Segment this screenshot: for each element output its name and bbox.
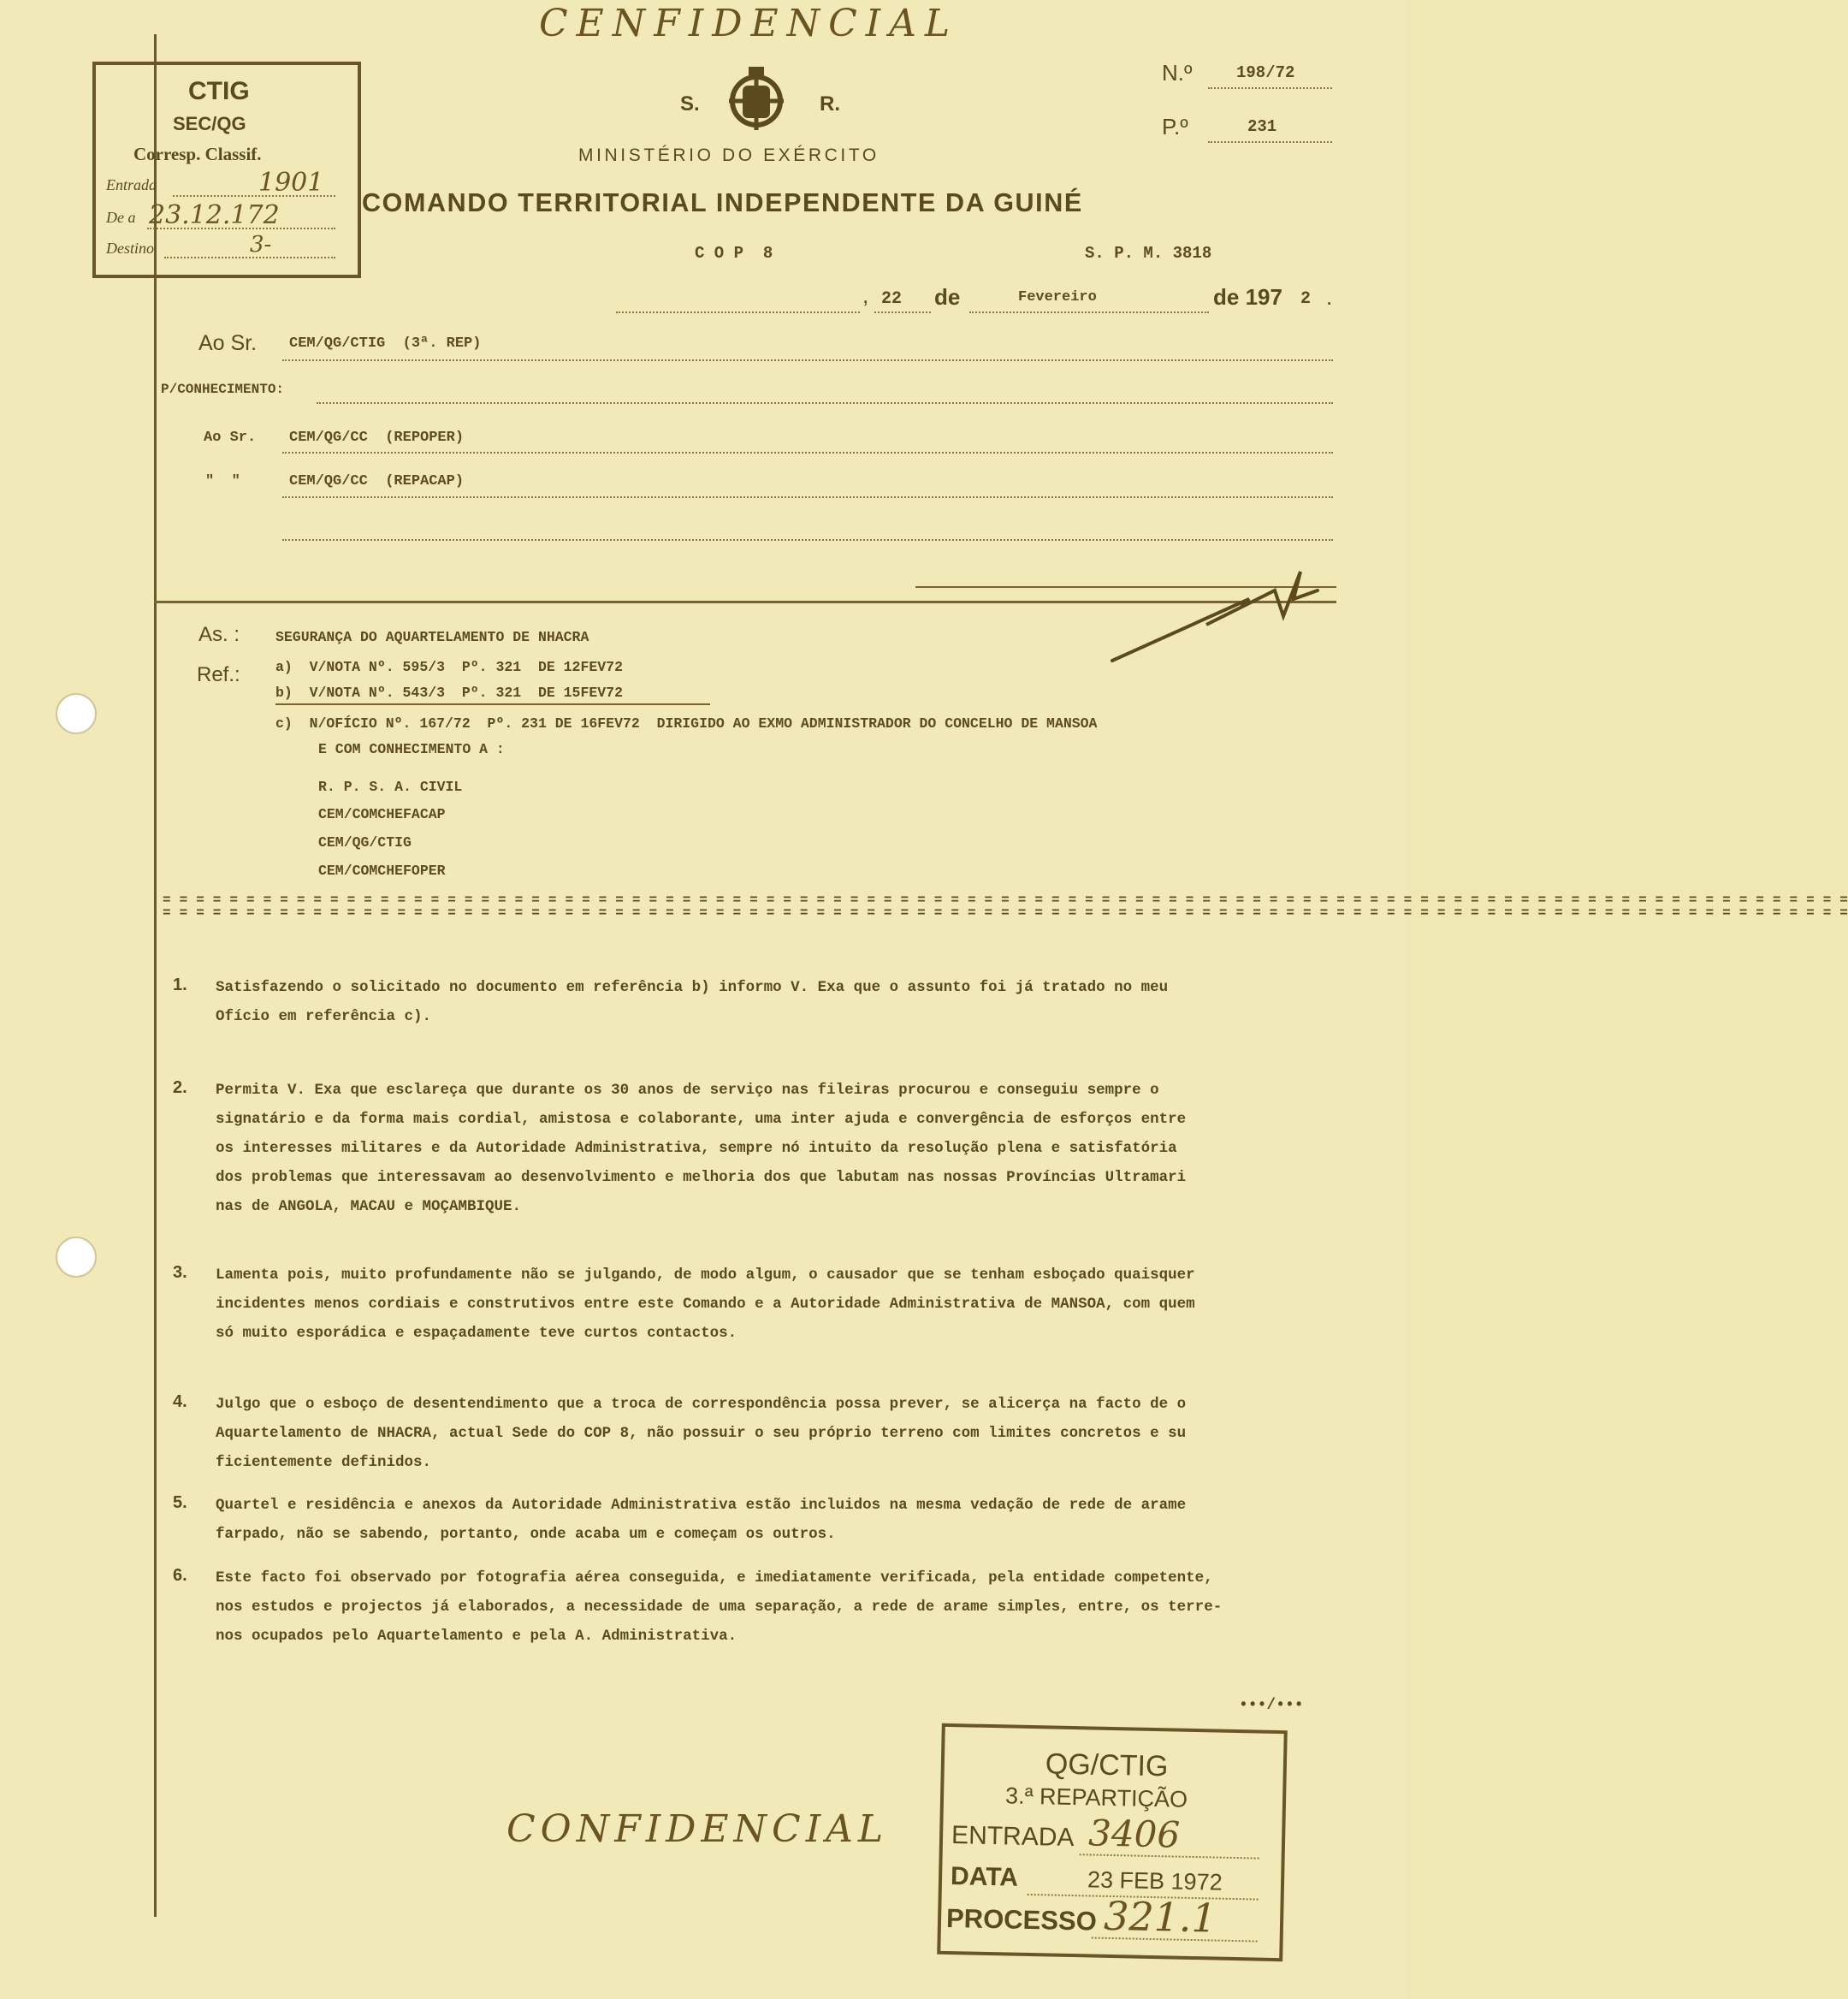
paragraph-text: Satisfazendo o solicitado no documento em referência b) informo V. Exa que o assunto foi já tratado no meu Ofício em referência c). [216,979,1169,1025]
stamp-entrada-label: Entrada [106,176,157,193]
right-stamp [937,1723,1288,1961]
cc2-value: CEM/QG/CC (REPACAP) [289,473,465,489]
date-month: Fevereiro [1018,289,1097,305]
stamp-ctig: CTIG [188,77,250,105]
paragraph-number: 6. [173,1566,187,1585]
classification-bottom: CONFIDENCIAL [506,1807,889,1851]
stamp-processo-value: 321.1 [1103,1892,1217,1942]
binder-hole-bottom [56,1237,97,1278]
margin-line [154,34,157,1917]
paragraph-text: Lamenta pois, muito profundamente não se julgando, de modo algum, o causador que se tenham esboçado quaisquer incidentes menos cordiais e construtivos entre este Comando e a Autoridade Administrativa de MANSOA, com quem só muito esporádica e espaçadamente teve curtos contactos. [216,1266,1195,1342]
conhecimento-line [317,400,1333,404]
date-comma: , [862,282,869,308]
left-stamp [92,62,361,278]
ao-sr-label: Ao Sr. [198,331,258,355]
stamp-entrada-value: 1901 [258,168,324,198]
date-year-digit: 2 [1300,289,1312,309]
reference-b-underline [275,703,710,705]
number-value: 198/72 [1236,63,1295,82]
date-line-pre [616,310,860,313]
process-value: 231 [1247,117,1277,136]
cc1-line [282,450,1333,454]
unit-name: C O P 8 [695,244,773,263]
cc-list-item: CEM/COMCHEFACAP [318,806,446,822]
conhecimento-label: P/CONHECIMENTO: [161,382,285,397]
paragraph-number: 1. [173,976,187,994]
reference-c-cc: E COM CONHECIMENTO A : [318,741,505,757]
stamp-data-value: 23.12.172 [149,200,280,230]
reference-b: b) V/NOTA Nº. 543/3 Pº. 321 DE 15FEV72 [275,685,623,701]
cc-list-item: CEM/COMCHEFOPER [318,863,446,879]
stamp-corresp: Corresp. Classif. [133,144,262,164]
continued-marker: •••/••• [1239,1697,1304,1714]
spm-number: S. P. M. 3818 [1085,244,1212,263]
process-label: P.º [1162,114,1188,139]
paragraph-text: Quartel e residência e anexos da Autoridade Administrativa estão incluidos na mesma vedação de rede de arame farpado, não se sabendo, portanto, onde acaba um e começam os outros. [216,1497,1187,1543]
reference-a: a) V/NOTA Nº. 595/3 Pº. 321 DE 12FEV72 [275,659,623,675]
cc-list-item: R. P. S. A. CIVIL [318,779,463,795]
date-line-day [874,310,931,313]
date-de-1: de [934,284,961,310]
cc3-line [282,537,1333,541]
date-day: 22 [881,289,903,309]
stamp-qgctig: QG/CTIG [1045,1747,1169,1783]
reference-c: c) N/OFÍCIO Nº. 167/72 Pº. 231 DE 16FEV72 DIRIGIDO AO EXMO ADMINISTRADOR DO CONCELHO DE MANSOA [275,715,1098,732]
cc2-label: " " [205,473,240,489]
stamp-destino-label: Destino [106,240,154,257]
number-line [1208,86,1332,89]
paragraph-text: Este facto foi observado por fotografia aérea conseguida, e imediatamente verificada, pela entidade competente, nos estudos e projectos já elaborados, a necessidade de uma separação, a rede de arame simples, entre, os terre- nos ocupados pelo Aquartelamento e pela A. Administrativa. [216,1569,1223,1645]
stamp-entrada-label: ENTRADA [951,1821,1075,1853]
header-s: S. [680,92,700,116]
stamp-destino-value: 3- [250,232,272,258]
date-end: . [1326,284,1333,310]
cc1-value: CEM/QG/CC (REPOPER) [289,430,465,446]
paragraph-number: 3. [173,1263,187,1282]
cc2-line [282,495,1333,498]
ao-sr-line [282,358,1333,361]
reference-label: Ref.: [197,663,240,686]
stamp-reparticao: 3.ª REPARTIÇÃO [1004,1782,1188,1812]
stamp-data-label: DATA [950,1862,1019,1892]
paragraph-text: Julgo que o esboço de desentendimento que a troca de correspondência possa prever, se alicerça na facto de o Aquartelamento de NHACRA, actual Sede do COP 8, não possuir o seu próprio terreno com limites concretos e su ficientemente definidos. [216,1396,1187,1471]
ao-sr-value: CEM/QG/CTIG (3ª. REP) [289,335,482,352]
paragraph-number: 4. [173,1392,187,1411]
separator-row: = = = = = = = = = = = = = = = = = = = = = = = = = = = = = = = = = = = = = = = = = = = = = = = = = = = = = = = = = = = = = = = = = = = = = = = = = = = = = = = = = = = = = = = = = = = = = = = = = = = = = [163,905,1848,921]
ministry-title: MINISTÉRIO DO EXÉRCITO [578,145,880,165]
stamp-data-value: 23 FEB 1972 [1087,1866,1223,1895]
stamp-entrada-value: 3406 [1087,1812,1181,1856]
signature-scribble [1104,565,1326,667]
binder-hole-top [56,693,97,734]
command-title: COMANDO TERRITORIAL INDEPENDENTE DA GUINÉ [362,188,1083,217]
stamp-data-label: De a [106,209,136,226]
stamp-processo-label: PROCESSO [945,1902,1098,1937]
header-r: R. [820,92,840,116]
cc1-label: Ao Sr. [204,430,257,446]
paragraph-number: 2. [173,1078,187,1097]
paragraph-number: 5. [173,1493,187,1512]
date-de-2: de 197 [1213,284,1282,310]
classification-top: CENFIDENCIAL [539,2,959,45]
coat-of-arms-icon [726,67,787,135]
number-label: N.º [1162,60,1193,86]
subject-label: As. : [198,623,240,646]
process-line [1208,139,1332,143]
subject-value: SEGURANÇA DO AQUARTELAMENTO DE NHACRA [275,629,589,645]
stamp-secqg: SEC/QG [173,113,246,134]
separator-row: = = = = = = = = = = = = = = = = = = = = = = = = = = = = = = = = = = = = = = = = = = = = = = = = = = = = = = = = = = = = = = = = = = = = = = = = = = = = = = = = = = = = = = = = = = = = = = = = = = = = = [163,893,1848,908]
cc-list-item: CEM/QG/CTIG [318,834,412,851]
paragraph-text: Permita V. Exa que esclareça que durante os 30 anos de serviço nas fileiras procurou e conseguiu sempre o signatário e da forma mais cordial, amistosa e colaborante, uma inter ajuda e convergência de esforços entre os interesses militares e da Autoridade Administrativa, sempre nó intuito da resolução plena e satisfatória dos problemas que interessavam ao desenvolvimento e melhoria dos que labutam nas nossas Províncias Ultramari nas de ANGOLA, MACAU e MOÇAMBIQUE. [216,1082,1187,1215]
date-line-month [969,310,1209,313]
